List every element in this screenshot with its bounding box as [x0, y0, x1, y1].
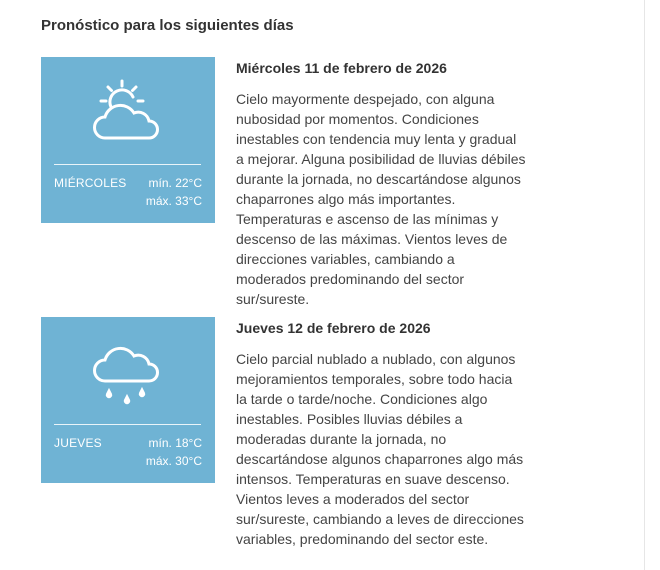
card-divider	[54, 164, 201, 165]
forecast-content	[236, 317, 526, 549]
card-day-label: MIÉRCOLES	[54, 176, 127, 190]
rain-cloud-icon	[91, 337, 165, 407]
section-title: Pronóstico para los siguientes días	[41, 17, 294, 34]
card-min-temp: mín. 22°C	[148, 176, 202, 190]
card-max-temp: máx. 30°C	[145, 454, 202, 468]
partly-cloudy-icon	[91, 77, 165, 147]
forecast-date: Miércoles 11 de febrero de 2026	[236, 60, 447, 76]
card-day-label: JUEVES	[54, 436, 102, 450]
forecast-content	[236, 57, 526, 309]
forecast-card	[41, 317, 215, 483]
page-right-border	[644, 0, 645, 570]
card-min-temp: mín. 18°C	[148, 436, 202, 450]
card-max-temp: máx. 33°C	[145, 194, 202, 208]
forecast-description: Cielo parcial nublado a nublado, con algunos mejoramientos temporales, sobre todo hacia la tarde o tarde/noche. Condiciones algo inestables. Posibles lluvias débiles a moderadas durante la jornada, no descartándose algunos chaparrones algo más intensos. Temperaturas en suave descenso. Vientos leves a moderados del sector sur/sureste, cambiando a leves de direcciones variables, predominando del sector este.	[236, 351, 524, 547]
forecast-card	[41, 57, 215, 223]
forecast-description: Cielo mayormente despejado, con alguna nubosidad por momentos. Condiciones inestables con tendencia muy lenta y gradual a mejorar. Alguna posibilidad de lluvias débiles durante la jornada, no descartándose algunos chaparrones algo más importantes. Temperaturas e ascenso de las mínimas y descenso de las máximas. Vientos leves de direcciones variables, cambiando a moderados predominando del sector sur/sureste.	[236, 91, 526, 307]
card-divider	[54, 424, 201, 425]
forecast-date: Jueves 12 de febrero de 2026	[236, 320, 431, 336]
